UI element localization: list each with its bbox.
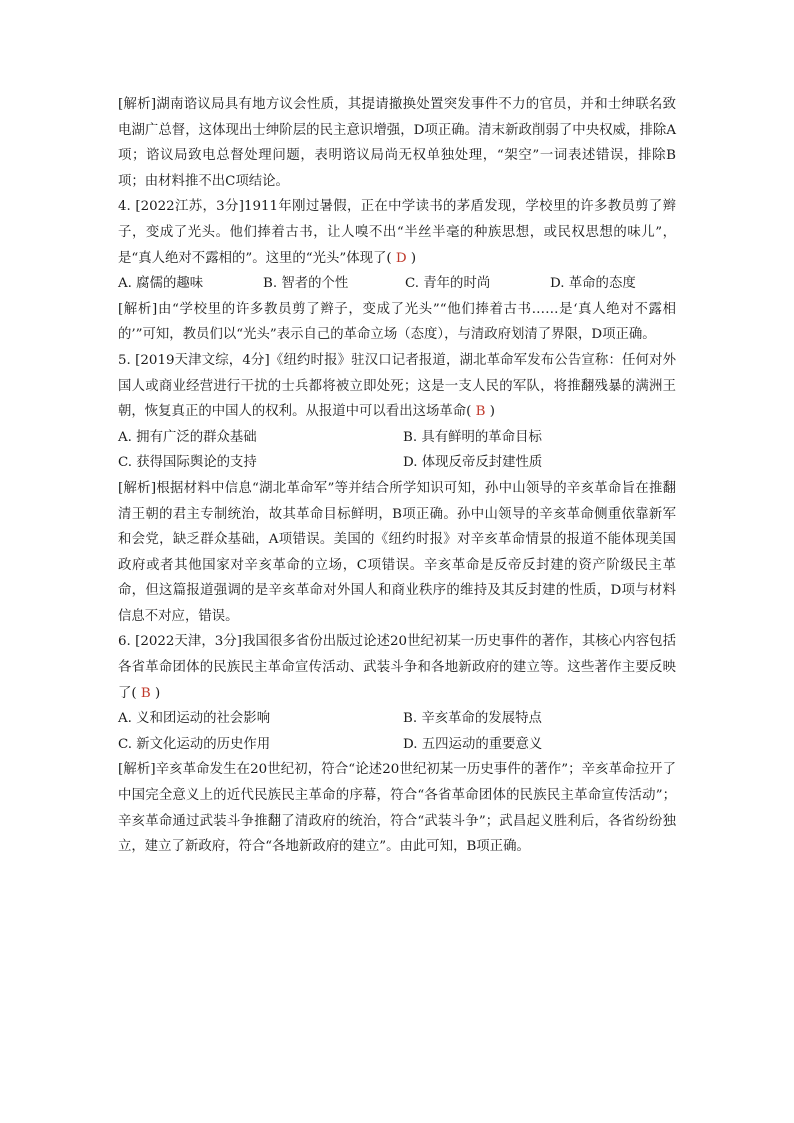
q4-option-c: C. 青年的时尚: [405, 276, 491, 292]
q6-answer: B: [136, 685, 155, 701]
q5-stem: [118, 348, 676, 425]
q4-options: [118, 271, 676, 297]
q4-stem-text: 4. [2022江苏，3分]1911年刚过暑假，正在中学读书的茅盾发现，学校里的许多教员剪了辫子，变成了光头。他们捧着古书，让人嗅不出“半丝半毫的种族思想，或民权思想的味儿”，是“真人绝对不露相的”。这里的“光头”体现了(: [118, 199, 676, 266]
q6-option-d: D. 五四运动的重要意义: [403, 736, 543, 752]
q6-option-b: B. 辛亥革命的发展特点: [403, 711, 542, 727]
q5-option-c: C. 获得国际舆论的支持: [118, 455, 257, 471]
q5-options-row-1: [118, 425, 676, 451]
q5-option-b: B. 具有鲜明的革命目标: [403, 429, 542, 445]
q6-stem-text: 6. [2022天津，3分]我国很多省份出版过论述20世纪初某一历史事件的著作，其核心内容包括各省革命团体的民族民主革命宣传活动、武装斗争和各地新政府的建立等。这些著作主要反映了(: [118, 634, 676, 701]
q5-options-row-2: [118, 450, 676, 476]
q4-analysis: [解析]由“学校里的许多教员剪了辫子，变成了光头”“他们捧着古书……是‘真人绝对不露相的’”可知，教员们以“光头”表示自己的革命立场（态度），与清政府划清了界限，D项正确。: [118, 301, 676, 343]
q5-answer: B: [471, 404, 490, 420]
q6-options-row-1: [118, 706, 676, 732]
q6-options-row-2: [118, 732, 676, 758]
q4-stem-close: ): [410, 250, 417, 266]
q5-stem-text: 5. [2019天津文综，4分]《纽约时报》驻汉口记者报道，湖北革命军发布公告宣称：任何对外国人或商业经营进行干扰的士兵都将被立即处死；这是一支人民的军队，将推翻残暴的满洲王朝，恢复真正的中国人的权利。从报道中可以看出这场革命(: [118, 352, 676, 420]
q6-option-c: C. 新文化运动的历史作用: [118, 736, 271, 752]
q5-option-d: D. 体现反帝反封建性质: [403, 455, 543, 471]
q6-analysis: [解析]辛亥革命发生在20世纪初，符合“论述20世纪初某一历史事件的著作”；辛亥革命拉开了中国完全意义上的近代民族民主革命的序幕，符合“各省革命团体的民族民主革命宣传活动”；辛亥革命通过武装斗争推翻了清政府的统治，符合“武装斗争”；武昌起义胜利后，各省纷纷独立，建立了新政府，符合“各地新政府的建立”。由此可知，B项正确。: [118, 762, 676, 855]
q4-option-d: D. 革命的态度: [550, 276, 636, 292]
q4-answer: D: [391, 250, 411, 266]
q5-stem-close: ): [489, 404, 495, 420]
document-body: [118, 92, 676, 860]
q4-stem: [118, 194, 676, 271]
q6-option-a: A. 义和团运动的社会影响: [118, 711, 271, 727]
q4-option-b: B. 智者的个性: [263, 276, 349, 292]
q5-option-a: A. 拥有广泛的群众基础: [118, 429, 257, 445]
q3-analysis: [解析]湖南谘议局具有地方议会性质，其提请撤换处置突发事件不力的官员，并和士绅联名致电湖广总督，这体现出士绅阶层的民主意识增强，D项正确。清末新政削弱了中央权威，排除A项；谘议局致电总督处理问题，表明谘议局尚无权单独处理，“架空”一词表述错误，排除B项；由材料推不出C项结论。: [118, 97, 676, 189]
q6-stem: [118, 629, 676, 706]
q5-analysis: [解析]根据材料中信息“湖北革命军”等并结合所学知识可知，孙中山领导的辛亥革命旨在推翻清王朝的君主专制统治，故其革命目标鲜明，B项正确。孙中山领导的辛亥革命侧重依靠新军和会党，缺乏群众基础，A项错误。美国的《纽约时报》对辛亥革命情景的报道不能体现美国政府或者其他国家对辛亥革命的立场，C项错误。辛亥革命是反帝反封建的资产阶级民主革命，但这篇报道强调的是辛亥革命对外国人和商业秩序的维持及其反封建的性质，D项与材料信息不对应，错误。: [118, 480, 676, 624]
q4-option-a: A. 腐儒的趣味: [118, 276, 204, 292]
q6-stem-close: ): [154, 685, 161, 701]
